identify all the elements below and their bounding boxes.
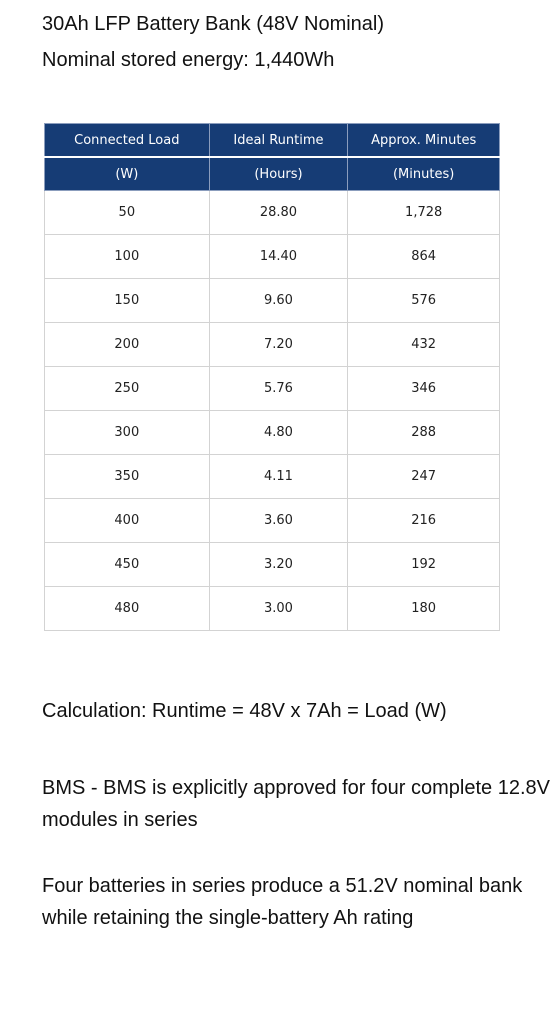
runtime-hours-cell: 5.76 <box>209 367 348 411</box>
calculation-note: Calculation: Runtime = 48V x 7Ah = Load (W) <box>42 700 447 722</box>
header-connected-load: Connected Load <box>45 124 210 158</box>
runtime-hours-cell: 7.20 <box>209 323 348 367</box>
load-cell: 480 <box>45 587 210 631</box>
runtime-minutes-cell: 1,728 <box>348 191 500 235</box>
runtime-hours-cell: 3.20 <box>209 543 348 587</box>
runtime-table-header <box>45 124 500 191</box>
runtime-minutes-cell: 432 <box>348 323 500 367</box>
runtime-minutes-cell: 216 <box>348 499 500 543</box>
table-row <box>45 235 500 279</box>
energy-summary: Nominal stored energy: 1,440Wh <box>42 49 335 71</box>
table-row <box>45 279 500 323</box>
table-row <box>45 323 500 367</box>
bms-note: BMS - BMS is explicitly approved for four complete 12.8V modules in series <box>42 777 550 831</box>
runtime-hours-cell: 3.00 <box>209 587 348 631</box>
runtime-table-body <box>45 191 500 631</box>
runtime-hours-cell: 4.11 <box>209 455 348 499</box>
load-cell: 250 <box>45 367 210 411</box>
load-cell: 50 <box>45 191 210 235</box>
page-title: 30Ah LFP Battery Bank (48V Nominal) <box>42 13 385 35</box>
load-cell: 300 <box>45 411 210 455</box>
header-unit-hours: (Hours) <box>209 157 348 191</box>
table-row <box>45 191 500 235</box>
runtime-minutes-cell: 288 <box>348 411 500 455</box>
load-cell: 150 <box>45 279 210 323</box>
runtime-minutes-cell: 864 <box>348 235 500 279</box>
runtime-table <box>44 123 500 631</box>
header-unit-minutes: (Minutes) <box>348 157 500 191</box>
table-row <box>45 455 500 499</box>
table-row <box>45 499 500 543</box>
series-note: Four batteries in series produce a 51.2V nominal bank while retaining the single-battery Ah rating <box>42 875 523 929</box>
load-cell: 350 <box>45 455 210 499</box>
table-row <box>45 543 500 587</box>
load-cell: 450 <box>45 543 210 587</box>
runtime-minutes-cell: 180 <box>348 587 500 631</box>
runtime-minutes-cell: 192 <box>348 543 500 587</box>
header-approx-minutes: Approx. Minutes <box>348 124 500 158</box>
runtime-hours-cell: 14.40 <box>209 235 348 279</box>
table-row <box>45 587 500 631</box>
table-row <box>45 411 500 455</box>
load-cell: 200 <box>45 323 210 367</box>
runtime-minutes-cell: 346 <box>348 367 500 411</box>
load-cell: 100 <box>45 235 210 279</box>
header-unit-watts: (W) <box>45 157 210 191</box>
runtime-hours-cell: 28.80 <box>209 191 348 235</box>
runtime-hours-cell: 9.60 <box>209 279 348 323</box>
runtime-minutes-cell: 576 <box>348 279 500 323</box>
load-cell: 400 <box>45 499 210 543</box>
runtime-minutes-cell: 247 <box>348 455 500 499</box>
runtime-hours-cell: 4.80 <box>209 411 348 455</box>
header-row-units <box>45 157 500 191</box>
runtime-hours-cell: 3.60 <box>209 499 348 543</box>
table-row <box>45 367 500 411</box>
header-row-labels <box>45 124 500 158</box>
header-ideal-runtime: Ideal Runtime <box>209 124 348 158</box>
